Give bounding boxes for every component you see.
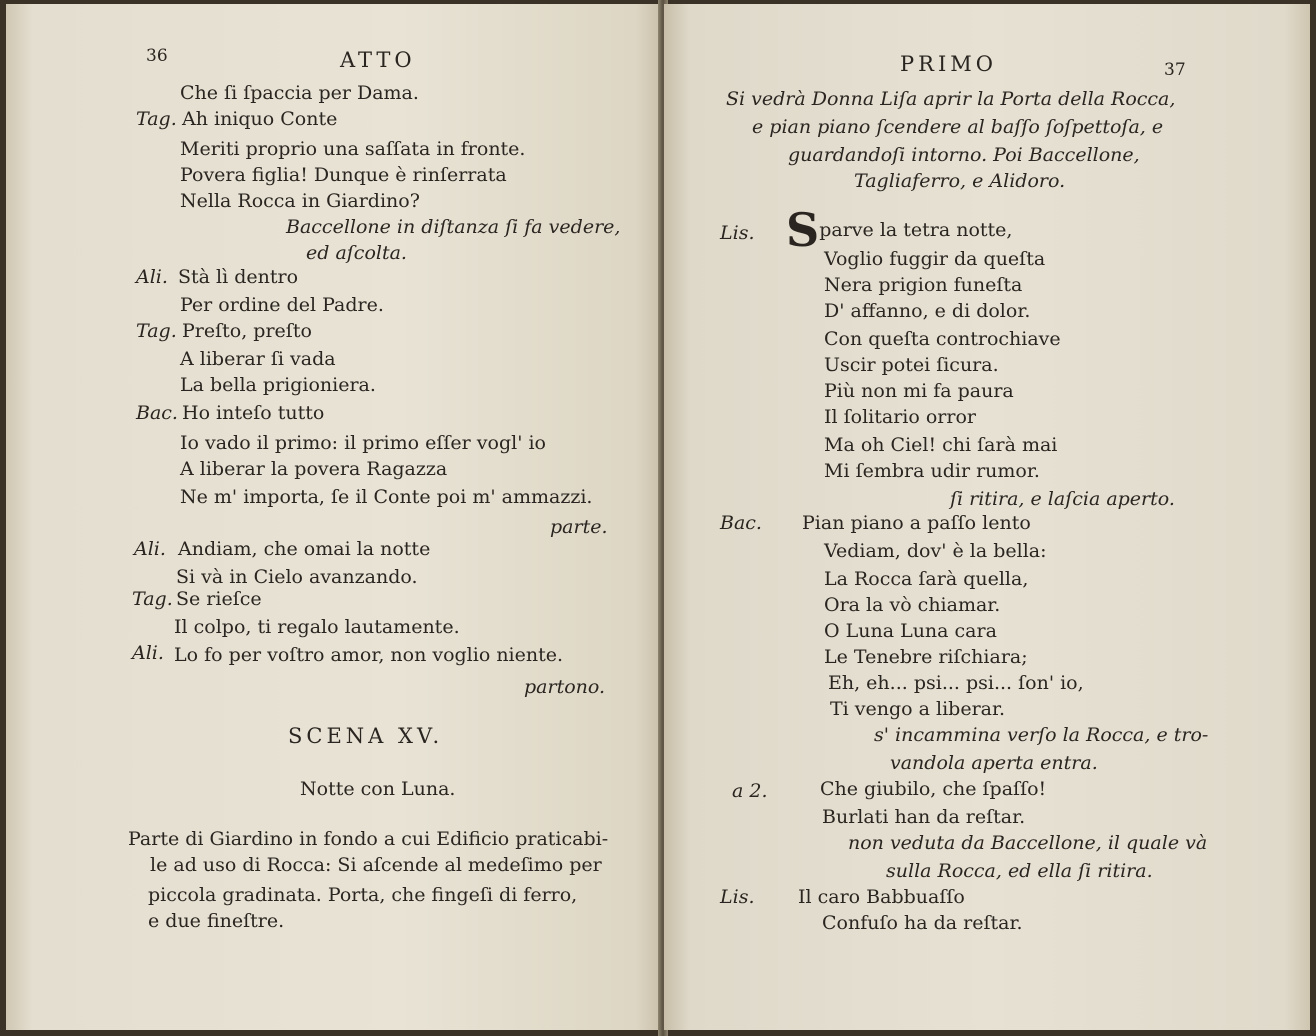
page-number: 36 (146, 46, 168, 66)
text-line: Con queſta controchiave (824, 328, 1061, 350)
text-line: Che ſi ſpaccia per Dama. (180, 82, 419, 104)
speaker-label: Lis. (720, 886, 755, 908)
text-line: Io vado il primo: il primo eſſer vogl' io (180, 432, 546, 454)
running-head: ATTO (340, 48, 416, 72)
stage-direction: vandola aperta entra. (890, 752, 1098, 774)
speaker-label: Tag. (132, 588, 173, 610)
speaker-label: Lis. (720, 222, 755, 244)
text-line: Mi ſembra udir rumor. (824, 460, 1040, 482)
text-line: Più non mi fa paura (824, 380, 1014, 402)
text-line: A liberar la povera Ragazza (180, 458, 448, 480)
scene-description: e due fineſtre. (148, 910, 285, 932)
text-line: Ah iniquo Conte (182, 108, 338, 130)
text-line: Andiam, che omai la notte (178, 538, 431, 560)
text-line: Per ordine del Padre. (180, 294, 384, 316)
speaker-label: Ali. (136, 266, 168, 288)
page-number: 37 (1164, 60, 1186, 80)
scene-description: le ad uso di Rocca: Si aſcende al medeſimo per (150, 854, 602, 876)
text-line: Povera figlia! Dunque è rinſerrata (180, 164, 507, 186)
stage-direction: Tagliaferro, e Alidoro. (854, 170, 1066, 192)
text-line: Vediam, dov' è la bella: (824, 540, 1047, 562)
stage-direction: guardandoſi intorno. Poi Baccellone, (788, 144, 1140, 166)
text-line: La Rocca ſarà quella, (824, 568, 1029, 590)
text-line: Confuſo ha da reſtar. (822, 912, 1023, 934)
stage-direction: non veduta da Baccellone, il quale và (848, 832, 1208, 854)
stage-direction: e pian piano ſcendere al baſſo ſoſpettoſa, e (752, 116, 1164, 138)
text-line: Ora la vò chiamar. (824, 594, 1001, 616)
speaker-label: Ali. (132, 642, 164, 664)
stage-direction: Baccellone in diſtanza ſi fa vedere, (286, 216, 621, 238)
text-line: O Luna Luna cara (824, 620, 997, 642)
text-line: Se rieſce (176, 588, 262, 610)
text-line: Nella Rocca in Giardino? (180, 190, 420, 212)
text-line: Stà lì dentro (178, 266, 299, 288)
text-line: Burlati han da reſtar. (822, 806, 1026, 828)
text-line: Pian piano a paſſo lento (802, 512, 1031, 534)
text-line: Meriti proprio una saſſata in fronte. (180, 138, 526, 160)
text-line: Il ſolitario orror (824, 406, 976, 428)
left-page (6, 4, 662, 1030)
speaker-label: Ali. (134, 538, 166, 560)
text-line: Il caro Babbuaſſo (798, 886, 965, 908)
text-line: A liberar ſi vada (180, 348, 336, 370)
text-line: Ne m' importa, ſe il Conte poi m' ammazzi. (180, 486, 593, 508)
speaker-label: Bac. (720, 512, 762, 534)
text-line (786, 203, 1013, 257)
text-line: Ho inteſo tutto (182, 402, 325, 424)
speaker-label: Tag. (136, 108, 177, 130)
text-line: Che giubilo, che ſpaſſo! (820, 778, 1047, 800)
text-line: Uscir potei ſicura. (824, 354, 999, 376)
text-line: D' affanno, e di dolor. (824, 300, 1031, 322)
right-page (664, 4, 1310, 1030)
text-line: Lo fo per voſtro amor, non voglio niente. (174, 644, 564, 666)
speaker-label: Bac. (136, 402, 178, 424)
stage-direction: ſi ritira, e laſcia aperto. (950, 488, 1175, 510)
text-line: Voglio fuggir da queſta (824, 248, 1046, 270)
stage-direction: ed aſcolta. (306, 242, 407, 264)
scene-description: piccola gradinata. Porta, che fingeſi di ferro, (148, 884, 578, 906)
stage-direction: Si vedrà Donna Liſa aprir la Porta della Rocca, (726, 88, 1176, 110)
stage-direction: sulla Rocca, ed ella ſi ritira. (886, 860, 1153, 882)
text-line: Ti vengo a liberar. (830, 698, 1006, 720)
stage-direction: partono. (524, 676, 606, 698)
drop-cap: S (786, 203, 820, 257)
text-line: Preſto, preſto (182, 320, 312, 342)
running-head: PRIMO (900, 52, 997, 76)
scene-title: SCENA XV. (288, 724, 444, 748)
text-line: Nera prigion funeſta (824, 274, 1023, 296)
text-line: Si và in Cielo avanzando. (176, 566, 418, 588)
text-line: Eh, eh... psi... psi... ſon' io, (828, 672, 1084, 694)
scene-setting: Notte con Luna. (300, 778, 456, 800)
text-line: Ma oh Ciel! chi ſarà mai (824, 434, 1058, 456)
text-line: Il colpo, ti regalo lautamente. (174, 616, 460, 638)
speaker-label: Tag. (136, 320, 177, 342)
scene-description: Parte di Giardino in fondo a cui Edificio praticabi- (128, 828, 609, 850)
text-line: La bella prigioniera. (180, 374, 376, 396)
text-line-rest: parve la tetra notte, (819, 219, 1013, 241)
stage-direction: parte. (550, 516, 608, 538)
text-line: Le Tenebre riſchiara; (824, 646, 1028, 668)
stage-direction: s' incammina verſo la Rocca, e tro- (874, 724, 1209, 746)
speaker-label: a 2. (732, 780, 768, 802)
